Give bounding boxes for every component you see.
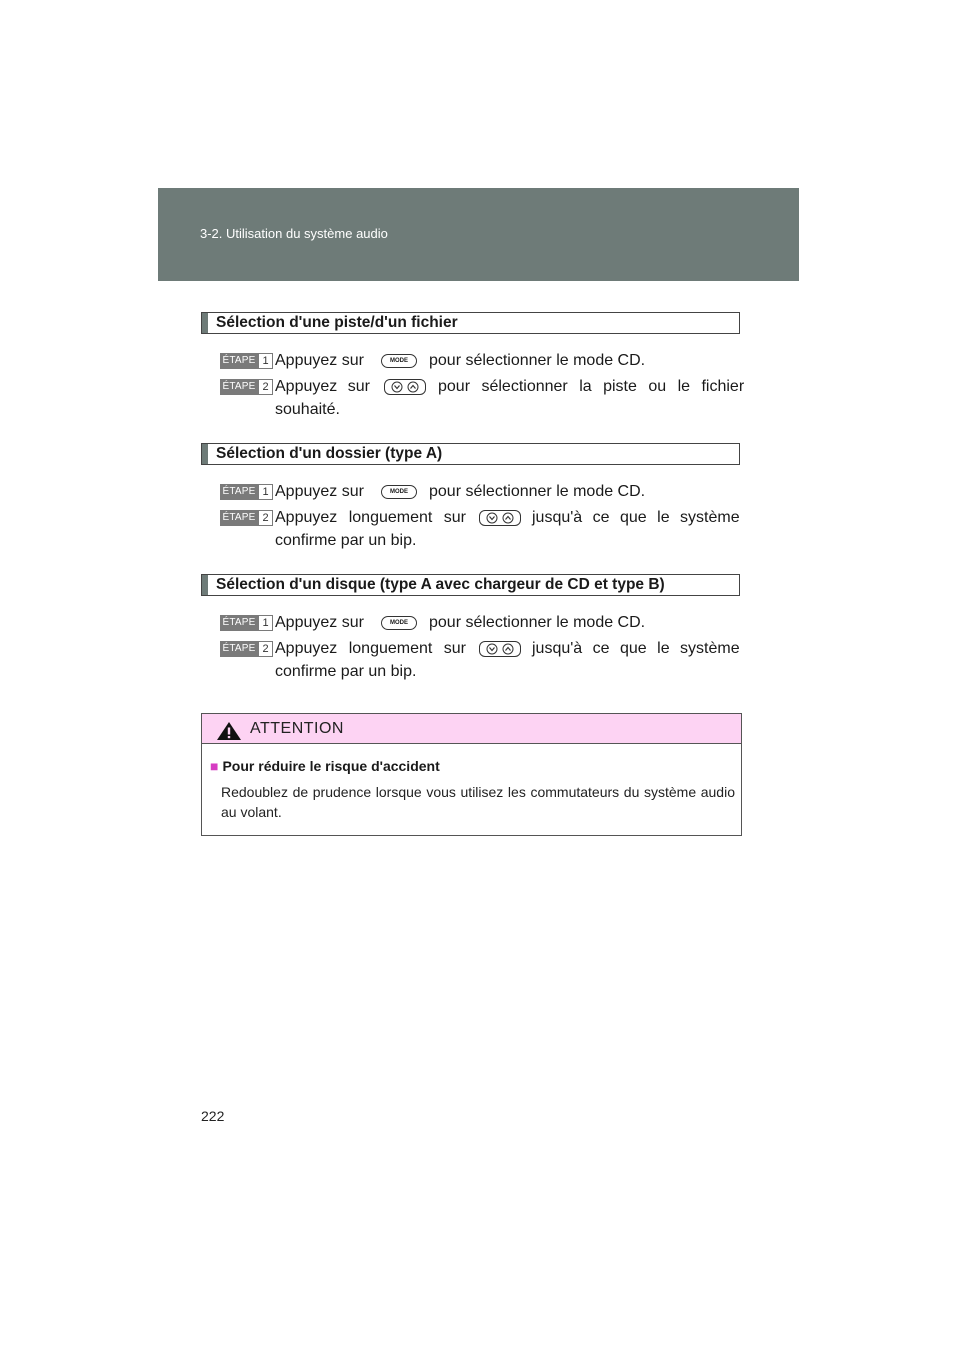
step-badge: ÉTAPE 1 (220, 484, 272, 500)
mode-button-icon: MODE (381, 485, 417, 499)
attention-subtitle: ■ Pour réduire le risque d'accident (210, 758, 440, 774)
step-badge: ÉTAPE 1 (220, 353, 272, 369)
section-title-bar (201, 312, 740, 334)
attention-body: Redoublez de prudence lorsque vous utilisez les commutateurs du système audio au volant. (221, 784, 735, 820)
seek-down-up-icon (384, 379, 426, 395)
seek-down-up-icon (479, 641, 521, 657)
bullet-square-icon: ■ (210, 758, 219, 774)
step-badge: ÉTAPE 2 (220, 510, 272, 526)
warning-triangle-icon (216, 721, 242, 741)
attention-title: ATTENTION (250, 720, 344, 737)
step-badge: ÉTAPE 1 (220, 615, 272, 631)
step-badge: ÉTAPE 2 (220, 379, 272, 395)
mode-button-icon: MODE (381, 354, 417, 368)
page-number: 222 (201, 1108, 225, 1124)
section-title: Sélection d'un dossier (type A) (216, 445, 443, 462)
section-title: Sélection d'une piste/d'un fichier (216, 314, 458, 331)
seek-down-up-icon (479, 510, 521, 526)
section-title-bar (201, 443, 740, 465)
section-title: Sélection d'un disque (type A avec chargeur de CD et type B) (216, 576, 665, 593)
attention-box (201, 713, 742, 836)
mode-button-icon: MODE (381, 616, 417, 630)
step-badge: ÉTAPE 2 (220, 641, 272, 657)
chapter-title: 3-2. Utilisation du système audio (200, 226, 388, 241)
attention-header (202, 714, 741, 744)
chapter-header (158, 188, 799, 281)
section-title-bar (201, 574, 740, 596)
